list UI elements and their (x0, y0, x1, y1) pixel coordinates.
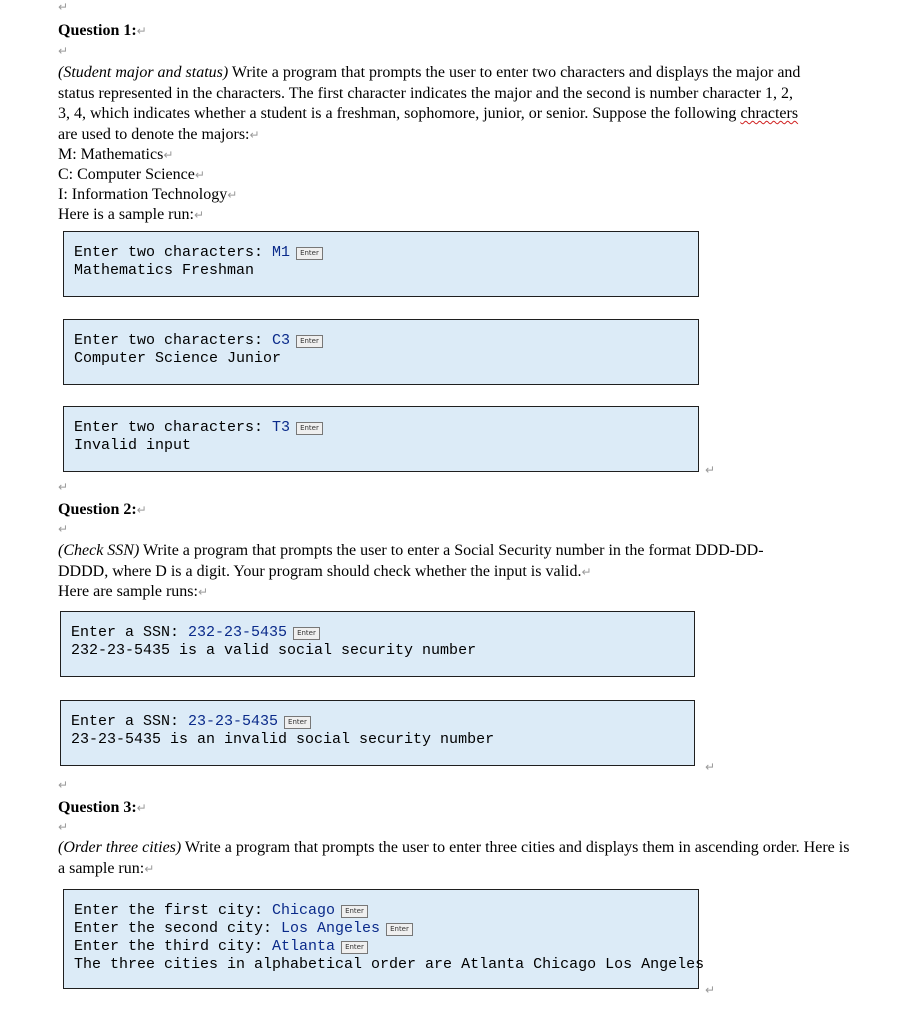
major-item: I: Information Technology↵ (58, 186, 238, 203)
sample-run-box: Enter the first city: Chicago Enter Enter the second city: Los Angeles Enter Enter the third city: Atlanta Enter The three cities in alphabetical order are Atlanta Chicago Los Angeles (63, 889, 699, 989)
enter-key-icon: Enter (296, 335, 323, 348)
description-text: Write a program that prompts the user to enter a Social Security number in the format DDD-DD-DDDD, where D is a digit. Your program should check whether the input is valid. (58, 542, 764, 580)
sample-run-box: Enter two characters: T3 Enter Invalid input (63, 406, 699, 472)
question-title: Question 2: (58, 501, 137, 518)
major-item: C: Computer Science↵ (58, 166, 205, 183)
program-output: 232-23-5435 is a valid social security number (71, 642, 477, 659)
user-input: Los Angeles (281, 920, 381, 937)
question-2-heading: Question 2:↵ (58, 501, 147, 518)
user-input: 23-23-5435 (188, 713, 279, 730)
enter-key-icon: Enter (296, 247, 323, 260)
paragraph-mark: ↵ (58, 522, 69, 536)
paragraph-mark: ↵ (249, 127, 260, 142)
enter-key-icon: Enter (341, 905, 368, 918)
user-input: T3 (272, 419, 291, 436)
paragraph-mark: ↵ (705, 760, 716, 774)
paragraph-mark: ↵ (58, 480, 69, 494)
question-topic: (Student major and status) (58, 64, 229, 81)
user-input: Chicago (272, 902, 336, 919)
description-text: Write a program that prompts the user to enter three cities and displays them in ascending order. Here is a sample run: (58, 839, 850, 877)
paragraph-mark: ↵ (705, 463, 716, 477)
user-input: C3 (272, 332, 291, 349)
question-2-description: (Check SSN) Write a program that prompts the user to enter a Social Security number in the format DDD-DD-DDDD, where D is a digit. Your program should check whether the input is valid.↵ (58, 542, 764, 580)
program-output: The three cities in alphabetical order are Atlanta Chicago Los Angeles (74, 956, 705, 973)
question-topic: (Check SSN) (58, 542, 140, 559)
enter-key-icon: Enter (296, 422, 323, 435)
question-title: Question 3: (58, 799, 137, 816)
enter-key-icon: Enter (293, 627, 320, 640)
user-input: M1 (272, 244, 291, 261)
question-3-description: (Order three cities) Write a program that prompts the user to enter three cities and displays them in ascending order. Here is a sample run:↵ (58, 839, 850, 877)
user-input: 232-23-5435 (188, 624, 288, 641)
user-input: Atlanta (272, 938, 336, 955)
paragraph-mark: ↵ (58, 820, 69, 834)
question-title: Question 1: (58, 22, 137, 39)
major-item: M: Mathematics↵ (58, 146, 174, 163)
sample-run-label: Here are sample runs:↵ (58, 583, 208, 600)
paragraph-mark: ↵ (136, 24, 147, 38)
question-topic: (Order three cities) (58, 839, 182, 856)
question-1-heading (58, 21, 147, 41)
enter-key-icon: Enter (284, 716, 311, 729)
program-output: Mathematics Freshman (74, 262, 255, 279)
description-text: Write a program that prompts the user to enter two characters and displays the major and status represented in the characters. The first character indicates the major and the second is number character 1, 2, 3, 4, which indicates whether a student is a freshman, sophomore, junior, or senior. Suppose the following (58, 64, 801, 122)
description-text: are used to denote the majors: (58, 125, 250, 143)
program-output: Invalid input (74, 437, 192, 454)
paragraph-mark: ↵ (705, 983, 716, 997)
program-output: 23-23-5435 is an invalid social security number (71, 731, 495, 748)
misspelled-word: chracters (740, 105, 799, 122)
enter-key-icon: Enter (386, 923, 413, 936)
sample-run-box: Enter two characters: M1 Enter Mathematics Freshman (63, 231, 699, 297)
enter-key-icon: Enter (341, 941, 368, 954)
sample-run-box: Enter a SSN: 232-23-5435 Enter 232-23-5435 is a valid social security number (60, 611, 695, 677)
question-3-heading: Question 3:↵ (58, 799, 147, 816)
paragraph-mark: ↵ (58, 44, 69, 58)
sample-run-box: Enter two characters: C3 Enter Computer Science Junior (63, 319, 699, 385)
paragraph-mark: ↵ (58, 0, 69, 14)
question-1-description (58, 63, 808, 145)
sample-run-label: Here is a sample run:↵ (58, 206, 205, 223)
program-output: Computer Science Junior (74, 350, 282, 367)
paragraph-mark: ↵ (58, 778, 69, 792)
sample-run-box: Enter a SSN: 23-23-5435 Enter 23-23-5435 is an invalid social security number (60, 700, 695, 766)
